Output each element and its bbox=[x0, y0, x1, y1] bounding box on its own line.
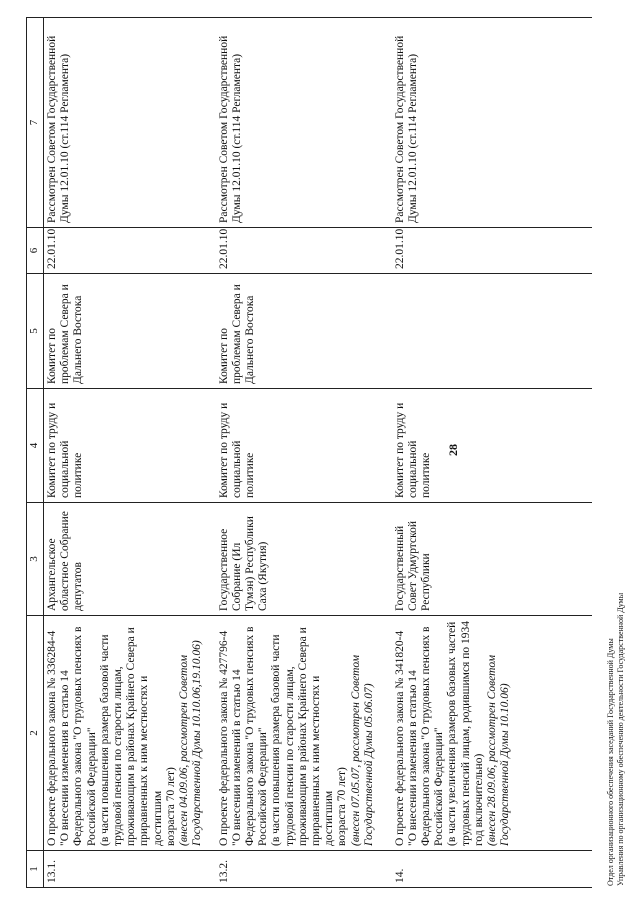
table-row bbox=[392, 18, 592, 888]
page-number: 28 bbox=[446, 444, 460, 456]
bill-title bbox=[44, 616, 216, 851]
column-header: 4 bbox=[27, 389, 44, 503]
column-header: 1 bbox=[27, 851, 44, 888]
row-number: 14. bbox=[392, 851, 592, 888]
bill-title-line: "О внесении изменения в статью 14 bbox=[406, 670, 419, 846]
bill-title-line: Федерального закона "О трудовых пенсиях в bbox=[419, 626, 432, 846]
column-header: 5 bbox=[27, 274, 44, 389]
bill-note-line: (внесен 28.09.06, рассмотрен Советом bbox=[485, 654, 498, 846]
bill-note-line: (внесен 04.09.06, рассмотрен Советом bbox=[178, 654, 191, 846]
table-row bbox=[44, 18, 216, 888]
co-committee bbox=[392, 274, 592, 389]
bill-title-line: трудовых пенсий лицам, родившимся по 1934 bbox=[459, 621, 472, 846]
column-header-row bbox=[27, 18, 44, 888]
responsible-committee: Комитет по труду и социальной политике bbox=[44, 389, 216, 503]
bill-title-line: Российской Федерации" bbox=[257, 727, 270, 846]
result: Рассмотрен Советом Государственной Думы 12.01.10 (ст.114 Регламента) bbox=[392, 18, 592, 228]
bill-note-line: Государственной Думы 05.06.07) bbox=[362, 683, 375, 846]
bill-title-line: "О внесении изменений в статью 14 bbox=[230, 669, 243, 846]
column-header: 6 bbox=[27, 228, 44, 274]
bill-title-line: (в части повышения размера базовой части bbox=[270, 634, 283, 846]
bill-title-line: Российской Федерации" bbox=[85, 727, 98, 846]
bill-title-line: Российской Федерации" bbox=[433, 727, 446, 846]
co-committee: Комитет по проблемам Севера и Дальнего Востока bbox=[216, 274, 392, 389]
bill-title-line: трудовой пенсии по старости лицам, bbox=[112, 666, 125, 846]
initiator: Государственный Совет Удмуртской Республики bbox=[392, 503, 592, 616]
co-committee: Комитет по проблемам Севера и Дальнего Востока bbox=[44, 274, 216, 389]
table-row bbox=[216, 18, 392, 888]
bill-title-line: приравненных к ним местностях и достигшим bbox=[138, 675, 164, 846]
responsible-committee: Комитет по труду и социальной политике bbox=[216, 389, 392, 503]
bill-title-line: возраста 70 лет) bbox=[336, 767, 349, 846]
bill-title-line: проживающим в районах Крайнего Севера и bbox=[296, 627, 309, 846]
bill-title-line: (в части увеличения размеров базовых частей bbox=[446, 621, 459, 846]
date: 22.01.10 bbox=[392, 228, 592, 274]
footer bbox=[606, 593, 626, 886]
row-number: 13.2. bbox=[216, 851, 392, 888]
bill-title-line: проживающим в районах Крайнего Севера и bbox=[125, 627, 138, 846]
result: Рассмотрен Советом Государственной Думы 12.01.10 (ст.114 Регламента) bbox=[44, 18, 216, 228]
date: 22.01.10 bbox=[44, 228, 216, 274]
column-header: 3 bbox=[27, 503, 44, 616]
column-header: 2 bbox=[27, 616, 44, 851]
bill-title-line: (в части повышения размера базовой части bbox=[98, 634, 111, 846]
footer-line: Отдел организационного обеспечения заседаний Государственной Думы bbox=[606, 638, 615, 886]
bill-title-line: приравненных к ним местностях и достигшим bbox=[309, 675, 336, 846]
bill-title-line: О проекте федерального закона № 341820-4 bbox=[393, 630, 406, 846]
responsible-committee: Комитет по труду и социальной политике bbox=[392, 389, 592, 503]
bill-note-line: (внесен 07.05.07, рассмотрен Советом bbox=[349, 654, 362, 846]
initiator: Архангельское областное Собрание депутатов bbox=[44, 503, 216, 616]
bill-title bbox=[392, 616, 592, 851]
bill-title-line: О проекте федерального закона № 427796-4 bbox=[217, 630, 230, 846]
bill-note-line: Государственной Думы 10.10.06,19.10.06) bbox=[191, 640, 204, 846]
bill-title-line: О проекте федерального закона № 336284-4 bbox=[46, 630, 58, 846]
bill-title-line: Федерального закона "О трудовых пенсиях в bbox=[243, 626, 256, 846]
row-number: 13.1. bbox=[44, 851, 216, 888]
bills-table bbox=[26, 17, 592, 888]
result: Рассмотрен Советом Государственной Думы 12.01.10 (ст.114 Регламента) bbox=[216, 18, 392, 228]
bill-title-line: трудовой пенсии по старости лицам, bbox=[283, 666, 296, 846]
bill-note-line: Государственной Думы 10.10.06) bbox=[499, 683, 512, 846]
column-header: 7 bbox=[27, 18, 44, 228]
initiator: Государственное Собрание (Ил Тумэн) Республики Саха (Якутия) bbox=[216, 503, 392, 616]
footer-line: Управления по организационному обеспечению деятельности Государственной Думы bbox=[616, 592, 625, 886]
bill-title-line: год включительно) bbox=[472, 753, 485, 846]
bill-title-line: Федерального закона "О трудовых пенсиях в bbox=[72, 626, 85, 846]
bill-title bbox=[216, 616, 392, 851]
bill-title-line: "О внесении изменения в статью 14 bbox=[59, 670, 72, 846]
bill-title-line: возраста 70 лет) bbox=[164, 767, 177, 846]
date: 22.01.10 bbox=[216, 228, 392, 274]
